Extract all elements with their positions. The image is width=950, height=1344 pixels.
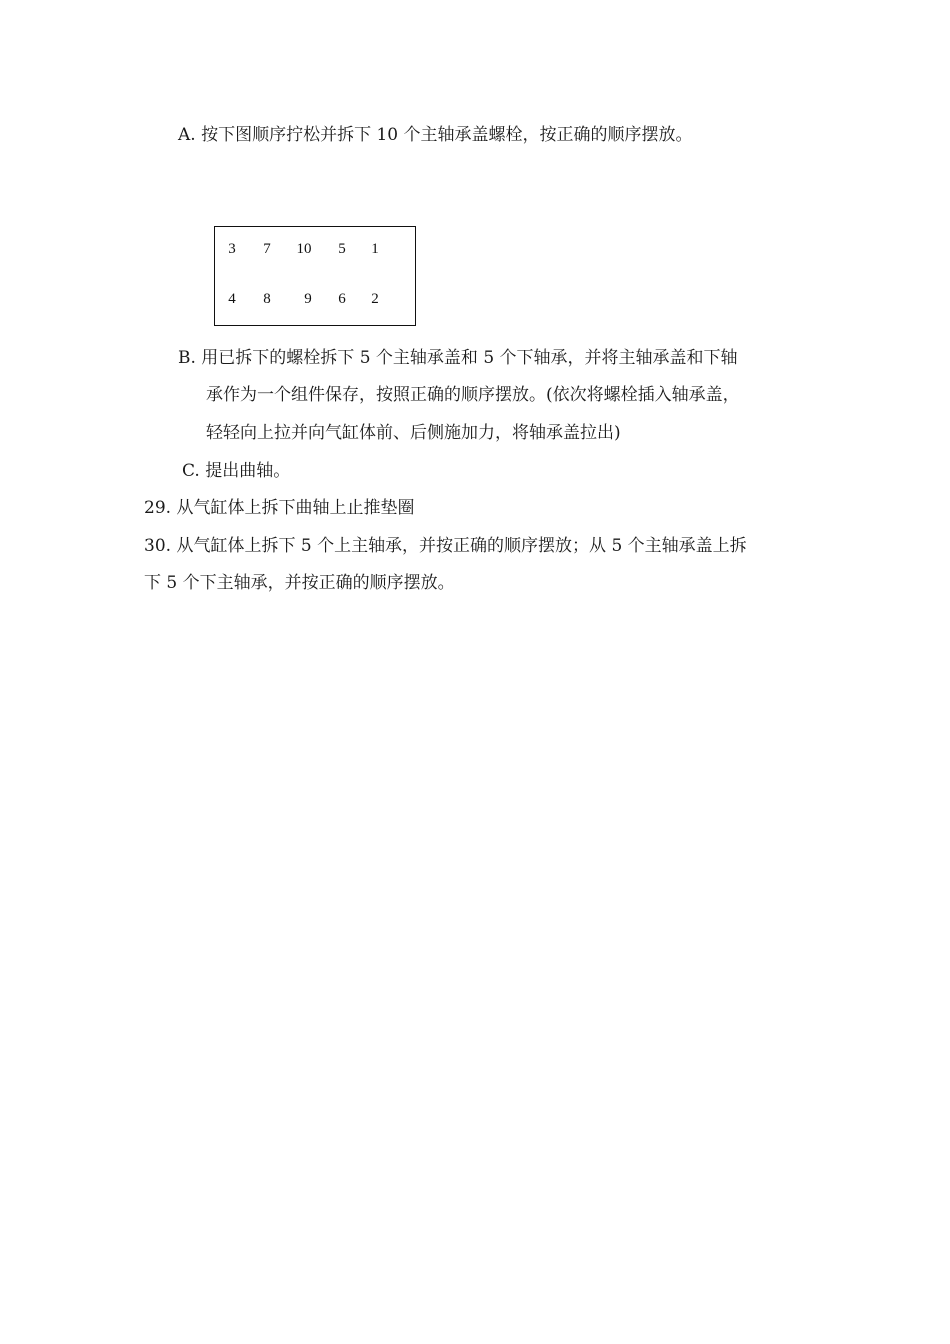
step-b-text-line-1: B. 用已拆下的螺栓拆下 5 个主轴承盖和 5 个下轴承，并将主轴承盖和下轴	[178, 348, 738, 368]
bolt-number: 8	[263, 291, 271, 307]
bolt-number: 3	[228, 241, 236, 257]
step-29-text: 29. 从气缸体上拆下曲轴上止推垫圈	[144, 498, 415, 518]
bolt-number: 6	[338, 291, 346, 307]
step-b-text-line-2: 承作为一个组件保存，按照正确的顺序摆放。(依次将螺栓插入轴承盖，	[206, 385, 740, 405]
bolt-number: 7	[263, 241, 271, 257]
step-b-text-line-3: 轻轻向上拉并向气缸体前、后侧施加力，将轴承盖拉出)	[206, 423, 621, 443]
bolt-loosening-order-diagram	[214, 226, 416, 326]
bolt-number: 1	[371, 241, 379, 257]
step-c-text: C. 提出曲轴。	[182, 461, 291, 481]
bolt-number: 5	[338, 241, 346, 257]
bolt-number: 9	[304, 291, 312, 307]
step-30-text-line-2: 下 5 个下主轴承，并按正确的顺序摆放。	[144, 573, 455, 593]
bolt-number: 4	[228, 291, 236, 307]
bolt-number: 10	[296, 241, 312, 257]
bolt-number: 2	[371, 291, 379, 307]
step-30-text-line-1: 30. 从气缸体上拆下 5 个上主轴承，并按正确的顺序摆放；从 5 个主轴承盖上拆	[144, 536, 747, 556]
step-a-text: A. 按下图顺序拧松并拆下 10 个主轴承盖螺栓，按正确的顺序摆放。	[178, 125, 693, 145]
